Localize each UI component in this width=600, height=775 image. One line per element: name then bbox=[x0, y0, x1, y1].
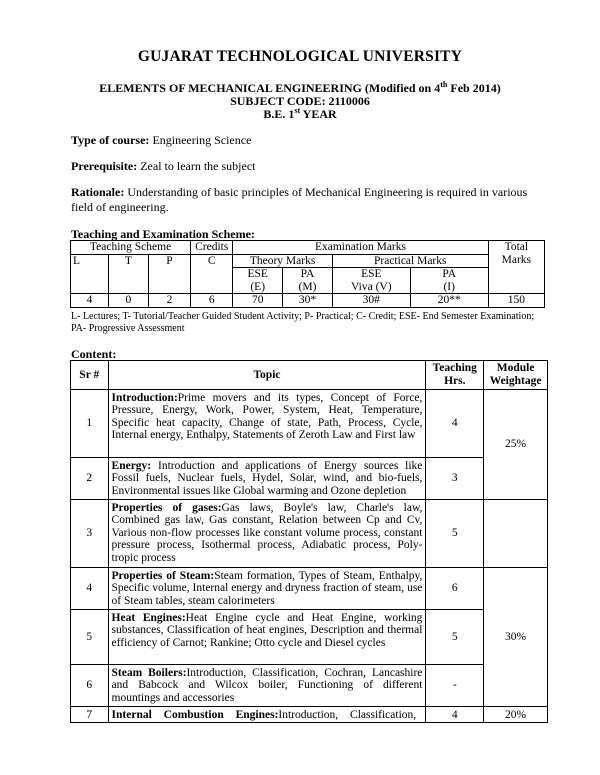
scheme-table bbox=[70, 240, 545, 308]
scheme-heading: Teaching and Examination Scheme: bbox=[71, 227, 255, 241]
ese-v-value: 30# bbox=[332, 294, 410, 308]
year-label: B.E. 1st YEAR bbox=[263, 106, 337, 121]
row-sr: 5 bbox=[71, 610, 109, 665]
topic-header: Topic bbox=[108, 361, 426, 390]
table-row bbox=[71, 610, 548, 665]
row-topic: Properties of gases:Gas laws, Boyle's law, Charle's law, Combined gas law, Gas constant, Relation between Cp and Cv, Various non-flow processes like constant volume process, constant pressure process, Isothermal process, Adiabatic process, Poly-tropic process bbox=[108, 500, 426, 568]
ese-e-header: ESE (E) bbox=[233, 268, 283, 294]
weightage-20: 20% bbox=[484, 707, 548, 723]
weightage-30: 30% bbox=[484, 568, 548, 707]
table-row bbox=[71, 568, 548, 610]
row-topic: Introduction:Prime movers and its types, Concept of Force, Pressure, Energy, Work, Power, System, Heat, Temperature, Specific heat capacity, Change of state, Path, Process, Cycle, Internal energy, Enthalpy, Statements of Zeroth Law and First law bbox=[108, 390, 426, 458]
total-value: 150 bbox=[488, 294, 544, 308]
row-sr: 6 bbox=[71, 665, 109, 707]
sr-header: Sr # bbox=[71, 361, 109, 390]
row-topic: Properties of Steam:Steam formation, Types of Steam, Enthalpy, Specific volume, Internal energy and dryness fraction of steam, use of Steam tables, steam calorimeters bbox=[108, 568, 426, 610]
row-hrs: 4 bbox=[426, 390, 484, 458]
row-topic: Energy: Introduction and applications of Energy sources like Fossil fuels, Nuclear fuels, Hydel, Solar, wind, and bio-fuels, Environmental issues like Global warming and Ozone depletion bbox=[108, 458, 426, 500]
table-row bbox=[71, 458, 548, 500]
row-hrs: 5 bbox=[426, 500, 484, 568]
t-value: 0 bbox=[108, 294, 148, 308]
row-sr: 2 bbox=[71, 458, 109, 500]
examination-marks-header: Examination Marks bbox=[233, 241, 488, 255]
pa-i-value: 20** bbox=[410, 294, 488, 308]
weightage-25: 25% bbox=[484, 390, 548, 500]
c-value: 6 bbox=[191, 294, 233, 308]
pa-m-value: 30* bbox=[283, 294, 333, 308]
t-header: T bbox=[108, 254, 148, 294]
table-row bbox=[71, 707, 548, 723]
scheme-values-row bbox=[71, 294, 545, 308]
scheme-header-row-1 bbox=[71, 241, 545, 255]
type-of-course: Type of course: Engineering Science bbox=[71, 133, 252, 147]
table-row bbox=[71, 390, 548, 458]
course-title: ELEMENTS OF MECHANICAL ENGINEERING (Modified on 4th Feb 2014) bbox=[99, 80, 501, 95]
c-header: C bbox=[191, 254, 233, 294]
credits-header: Credits bbox=[191, 241, 233, 255]
table-row bbox=[71, 665, 548, 707]
content-heading: Content: bbox=[71, 347, 117, 361]
content-table bbox=[70, 360, 548, 723]
row-hrs: 6 bbox=[426, 568, 484, 610]
weightage-empty bbox=[484, 500, 548, 568]
scheme-legend: L- Lectures; T- Tutorial/Teacher Guided Student Activity; P- Practical; C- Credit; ESE- End Semester Examination; PA- Progressive Assessment bbox=[71, 311, 535, 334]
scheme-header-row-2 bbox=[71, 254, 545, 268]
l-header: L bbox=[71, 254, 109, 294]
row-hrs: 4 bbox=[426, 707, 484, 723]
row-sr: 7 bbox=[71, 707, 109, 723]
table-row bbox=[71, 500, 548, 568]
row-sr: 1 bbox=[71, 390, 109, 458]
teaching-scheme-header: Teaching Scheme bbox=[71, 241, 191, 255]
row-topic: Heat Engines:Heat Engine cycle and Heat Engine, working substances, Classification of heat engines, Description and thermal efficiency of Carnot; Rankine; Otto cycle and Diesel cycles bbox=[108, 610, 426, 665]
subject-code: SUBJECT CODE: 2110006 bbox=[230, 94, 370, 108]
total-marks-header: Total Marks bbox=[488, 241, 544, 294]
row-hrs: - bbox=[426, 665, 484, 707]
row-topic: Steam Boilers:Introduction, Classification, Cochran, Lancashire and Babcock and Wilcox boiler, Functioning of different mountings and accessories bbox=[108, 665, 426, 707]
p-value: 2 bbox=[148, 294, 190, 308]
p-header: P bbox=[148, 254, 190, 294]
weightage-header: Module Weightage bbox=[484, 361, 548, 390]
rationale: Rationale: Understanding of basic principles of Mechanical Engineering is required in various field of engineering. bbox=[71, 185, 528, 214]
row-topic: Internal Combustion Engines:Introduction, Classification, bbox=[108, 707, 426, 723]
ese-e-value: 70 bbox=[233, 294, 283, 308]
pa-m-header: PA (M) bbox=[283, 268, 333, 294]
theory-marks-header: Theory Marks bbox=[233, 254, 333, 268]
university-title: GUJARAT TECHNOLOGICAL UNIVERSITY bbox=[137, 48, 463, 65]
hrs-header: Teaching Hrs. bbox=[426, 361, 484, 390]
row-sr: 4 bbox=[71, 568, 109, 610]
row-hrs: 5 bbox=[426, 610, 484, 665]
prerequisite: Prerequisite: Zeal to learn the subject bbox=[71, 159, 256, 173]
ese-v-header: ESE Viva (V) bbox=[332, 268, 410, 294]
practical-marks-header: Practical Marks bbox=[332, 254, 488, 268]
l-value: 4 bbox=[71, 294, 109, 308]
content-header-row bbox=[71, 361, 548, 390]
row-hrs: 3 bbox=[426, 458, 484, 500]
pa-i-header: PA (I) bbox=[410, 268, 488, 294]
row-sr: 3 bbox=[71, 500, 109, 568]
